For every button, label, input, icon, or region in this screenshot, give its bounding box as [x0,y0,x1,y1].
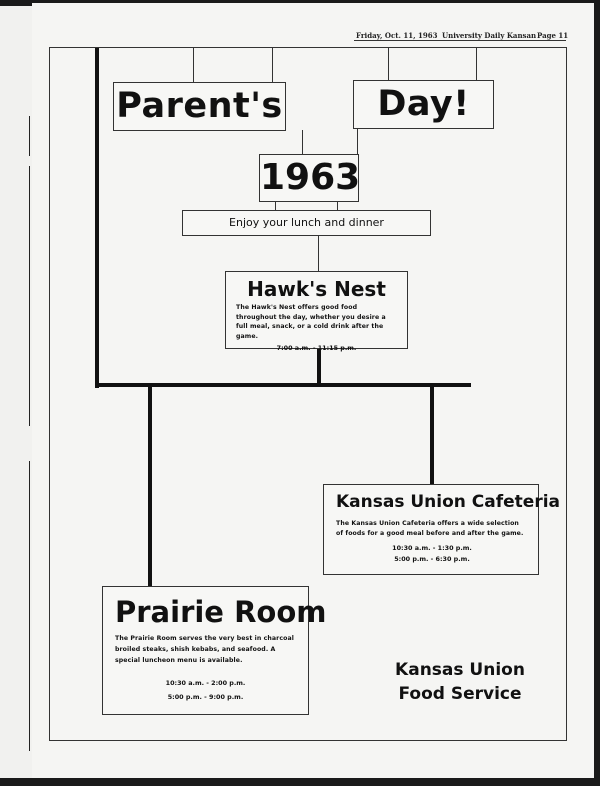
header-date: Friday, Oct. 11, 1963 [356,31,438,40]
headline-parents: Parent's [116,86,283,126]
connector-line [272,48,273,82]
prairie-room-title: Prairie Room [115,595,327,629]
connector-line [148,387,152,589]
tree-trunk-line [95,48,99,388]
cafeteria-hours-lunch: 10:30 a.m. - 1:30 p.m. [392,544,472,552]
connector-line [388,48,389,80]
prairie-room-description: The Prairie Room serves the very best in charcoal broiled steaks, shish kebabs, and seafood. A special luncheon menu is available. [115,635,294,664]
header-page-number: Page 11 [537,31,569,40]
hawks-nest-description: The Hawk's Nest offers good food throughout the day, whether you desire a full meal, snack, or a cold drink after the game. [236,304,386,340]
connector-line [357,128,358,155]
prairie-room-hours-lunch: 10:30 a.m. - 2:00 p.m. [165,679,246,687]
headline-day: Day! [377,84,470,124]
sponsor-line-2: Food Service [398,684,522,704]
cafeteria-title: Kansas Union Cafeteria [336,492,561,512]
sponsor-signature [380,658,540,706]
year-box [259,154,359,202]
tree-branch-line [98,383,471,387]
parents-box [113,82,286,131]
hawks-nest-box [225,271,408,352]
tagline: Enjoy your lunch and dinner [229,216,384,229]
headline-year: 1963 [260,157,361,198]
tagline-box [182,210,431,236]
header-rule [354,40,566,41]
hawks-nest-title: Hawk's Nest [247,277,386,301]
sponsor-line-1: Kansas Union [395,660,525,680]
cafeteria-description: The Kansas Union Cafeteria offers a wide selection of foods for a good meal before and after the game. [336,520,524,537]
prairie-room-box [102,586,327,715]
adjacent-page-edge [0,6,36,778]
header-paper-name: University Daily Kansan [442,31,537,40]
cafeteria-box [323,484,561,575]
connector-line [337,202,338,210]
connector-line [430,387,434,485]
hawks-nest-hours: 7:00 a.m. - 11:15 p.m. [276,344,357,352]
connector-line [275,202,276,210]
connector-line [476,48,477,80]
connector-line [302,130,303,155]
day-box [353,80,494,129]
prairie-room-hours-dinner: 5:00 p.m. - 9:00 p.m. [167,693,244,701]
connector-line [193,48,194,82]
cafeteria-hours-dinner: 5:00 p.m. - 6:30 p.m. [394,555,470,563]
connector-line [318,236,319,272]
